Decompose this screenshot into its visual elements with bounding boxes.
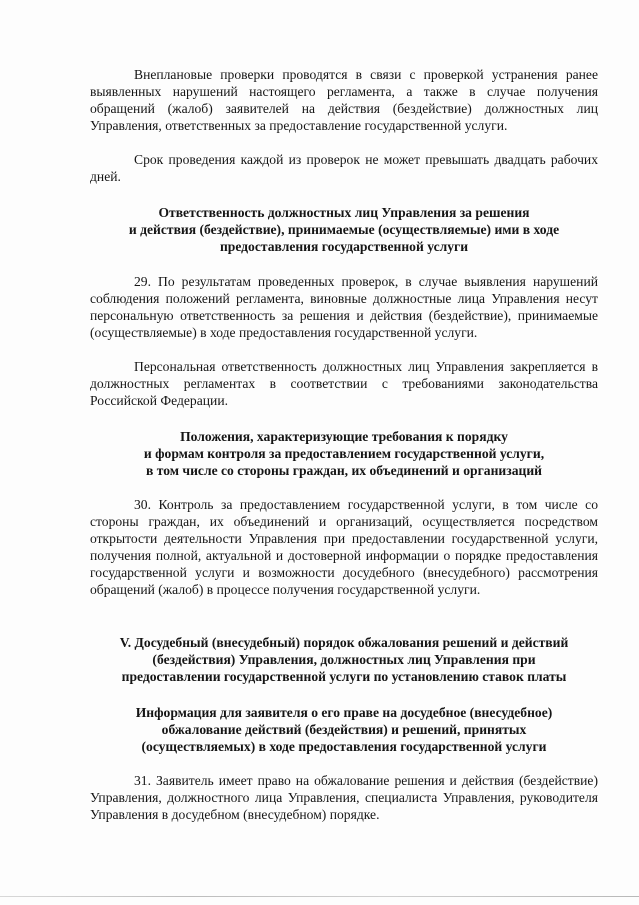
paragraph-29: 29. По результатам проведенных проверок, в случае выявления нарушений соблюдения положений регламента, виновные должностные лица Управления несут персональную ответственность за решения и действия (бездействие), принимаемые (осуществляемые) в ходе предоставления государственной услуги. (90, 274, 598, 340)
heading-line: Положения, характеризующие требования к порядку (180, 429, 508, 444)
paragraph-inspection-period: Срок проведения каждой из проверок не может превышать двадцать рабочих дней. (90, 152, 598, 184)
section-v-heading (84, 634, 604, 685)
paragraph-30: 30. Контроль за предоставлением государственной услуги, в том числе со стороны граждан, их объединений и организаций, осуществляется посредством открытости деятельности Управления при предоставлении государственной услуги, получения полной, актуальной и достоверной информации о порядке предоставления государственной услуги и возможности досудебного (внесудебного) рассмотрения обращений (жалоб) в процессе получения государственной услуги. (90, 497, 598, 597)
heading-line: в том числе со стороны граждан, их объединений и организаций (146, 463, 542, 478)
heading-line: и действия (бездействие), принимаемые (осуществляемые) ими в ходе (128, 222, 560, 237)
paragraph-31: 31. Заявитель имеет право на обжалование решения и действия (бездействие) Управления, должностного лица Управления, специалиста Управления, руководителя Управления в досудебном (внесудебном) порядке. (90, 773, 598, 822)
heading-line: (бездействия) Управления, должностных лиц Управления при (152, 652, 536, 667)
paragraph-unscheduled-inspections: Внеплановые проверки проводятся в связи с проверкой устранения ранее выявленных нарушений настоящего регламента, а также в случае получения обращений (жалоб) заявителей на действия (бездействие) должностных лиц Управления, ответственных за предоставление государственной услуги. (90, 67, 598, 133)
heading-line: Ответственность должностных лиц Управления за решения (158, 205, 530, 220)
heading-line: обжалование действий (бездействия) и решений, принятых (161, 722, 527, 737)
heading-responsibility (84, 204, 604, 255)
heading-applicant-info (84, 704, 604, 755)
heading-line: и формам контроля за предоставлением государственной услуги, (143, 446, 545, 461)
heading-line: предоставлении государственной услуги по установлению ставок платы (121, 669, 567, 684)
paragraph-29-personal-responsibility: Персональная ответственность должностных лиц Управления закрепляется в должностных регламентах в соответствии с требованиями законодательства Российской Федерации. (90, 359, 598, 408)
heading-line: (осуществляемых) в ходе предоставления государственной услуги (141, 739, 547, 754)
heading-line: Информация для заявителя о его праве на досудебное (внесудебное) (135, 705, 553, 720)
scan-edge-line (0, 896, 639, 897)
heading-control-requirements (84, 428, 604, 479)
heading-line: предоставления государственной услуги (219, 239, 469, 254)
heading-line: V. Досудебный (внесудебный) порядок обжалования решений и действий (119, 635, 569, 650)
